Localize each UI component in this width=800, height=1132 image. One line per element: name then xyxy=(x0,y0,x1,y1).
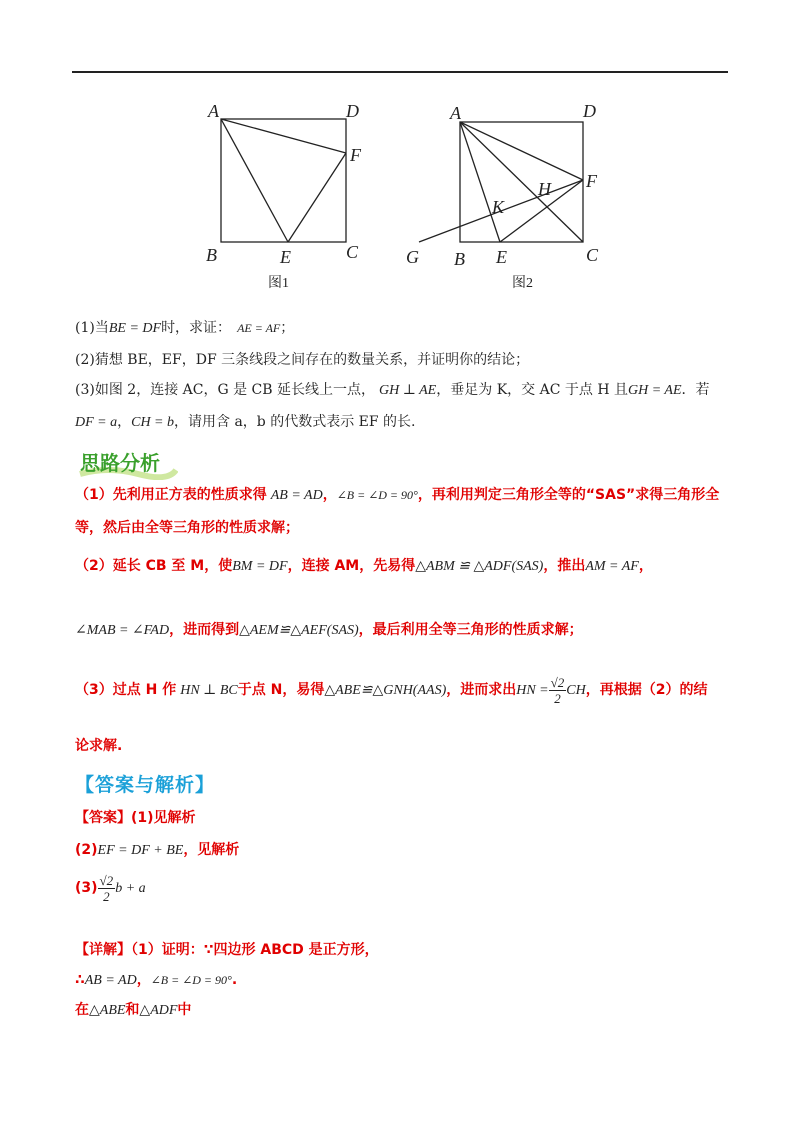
d3-mid: 和 xyxy=(125,1002,140,1018)
p1-pre: (1)当 xyxy=(75,320,109,336)
answer-1: 【答案】(1)见解析 xyxy=(75,810,196,826)
ans3-frac-num: √2 xyxy=(99,872,114,888)
d3-math-2: △ADF xyxy=(139,1003,178,1018)
p3b-sep: ， xyxy=(117,414,132,430)
p3b-math-1: DF = a xyxy=(75,415,118,430)
fig1-label-d: D xyxy=(346,101,359,121)
a2-mid: ，连接 AM，先易得 xyxy=(287,558,416,574)
ans2-pre: (2) xyxy=(75,842,98,858)
analysis-1 xyxy=(75,485,719,506)
ans3-math: b + a xyxy=(115,881,146,896)
p3b-end: ，请用含 a，b 的代数式表示 EF 的长. xyxy=(174,414,416,430)
a3-math-3a: HN = xyxy=(516,683,549,698)
a3-math-3b: CH xyxy=(566,683,586,698)
answer-header: 【答案与解析】 xyxy=(75,774,216,796)
p3-math-1: GH ⊥ AE xyxy=(379,383,437,398)
fig1-label-a: A xyxy=(208,101,219,121)
a3-frac-num: √2 xyxy=(550,674,565,690)
a3-frac-den: 2 xyxy=(554,690,561,706)
figure-1-caption: 图1 xyxy=(268,276,289,291)
fig2-label-e: E xyxy=(496,247,507,267)
fig2-label-g: G xyxy=(406,247,419,267)
a2-math-2: △ABM ≌ △ADF(SAS) xyxy=(415,559,544,574)
ans3-pre: (3) xyxy=(75,880,98,896)
d2-math-2: ∠B = ∠D = 90° xyxy=(150,973,232,987)
d2-sep: ， xyxy=(136,972,151,988)
problem-part-1 xyxy=(75,318,294,339)
d2-math-1: AB = AD xyxy=(84,973,137,988)
answer-3 xyxy=(75,868,146,909)
problem-part-2: (2)猜想 BE，EF，DF 三条线段之间存在的数量关系，并证明你的结论； xyxy=(75,352,530,368)
a3-mid: 于点 N，易得 xyxy=(237,682,325,698)
a3-mid2: ，进而求出 xyxy=(446,682,517,698)
fig2-label-k: K xyxy=(492,197,505,217)
answer-2 xyxy=(75,840,239,861)
p1-math-2: AE = AF xyxy=(237,321,281,335)
p1-math-1: BE = DF xyxy=(108,321,162,336)
a1-pre: （1）先利用正方表的性质求得 xyxy=(75,487,267,503)
fig2-label-f: F xyxy=(586,171,597,191)
a2-mid2: ，推出 xyxy=(543,558,586,574)
fig1-label-c: C xyxy=(346,242,359,262)
p1-end: ； xyxy=(280,320,295,336)
fig1-label-b: B xyxy=(206,245,217,265)
a3-end: ，再根据（2）的结 xyxy=(585,682,708,698)
ans2-end: ，见解析 xyxy=(183,842,240,858)
analysis-2-cont xyxy=(75,620,583,641)
a2-math-3: AM = AF xyxy=(585,559,639,574)
problem-part-3 xyxy=(75,380,710,401)
p3-end: ．若 xyxy=(681,382,710,398)
a2b-end: ，最后利用全等三角形的性质求解； xyxy=(358,622,583,638)
fig2-label-d: D xyxy=(583,101,596,121)
a1-end: ，再利用判定三角形全等的“SAS”求得三角形全 xyxy=(417,487,720,503)
analysis-2 xyxy=(75,556,653,577)
fig2-label-b: B xyxy=(454,249,465,267)
p3b-math-2: CH = b xyxy=(131,415,175,430)
fig2-label-c: C xyxy=(586,245,599,265)
ans3-fraction xyxy=(98,873,116,904)
p3-mid: ，垂足为 K，交 AC 于点 H 且 xyxy=(436,382,628,398)
p1-mid: 时，求证： xyxy=(161,320,232,336)
d3-end: 中 xyxy=(177,1002,192,1018)
fig2-label-a: A xyxy=(450,103,461,123)
a3-math-1: HN ⊥ BC xyxy=(180,683,238,698)
ans2-math: EF = DF + BE xyxy=(97,843,184,858)
detail-2 xyxy=(75,970,237,991)
problem-part-3-cont xyxy=(75,412,416,433)
ans3-frac-den: 2 xyxy=(103,888,110,904)
d3-pre: 在 xyxy=(75,1002,89,1018)
a3-pre: （3）过点 H 作 xyxy=(75,682,177,698)
fig1-label-e: E xyxy=(280,247,291,265)
a3-math-2: △ABE≌△GNH(AAS) xyxy=(324,683,447,698)
figure-2 xyxy=(400,95,615,271)
a2b-math-2: △AEM≌△AEF(SAS) xyxy=(239,623,359,638)
a1-math-2: ∠B = ∠D = 90° xyxy=(336,488,418,502)
a2b-math-1: ∠MAB = ∠FAD xyxy=(75,623,170,638)
header-rule xyxy=(72,71,728,73)
analysis-3 xyxy=(75,672,707,709)
p3-math-2: GH = AE xyxy=(628,383,682,398)
d2-end: . xyxy=(231,972,238,988)
detail-1: 【详解】（1）证明：∵四边形 ABCD 是正方形， xyxy=(75,942,379,958)
figure-2-caption: 图2 xyxy=(512,276,533,291)
a1-sep: ， xyxy=(322,487,337,503)
a2b-mid: ，进而得到 xyxy=(169,622,240,638)
analysis-3-cont: 论求解. xyxy=(75,738,123,754)
a3-fraction xyxy=(549,675,567,706)
figure-1 xyxy=(200,95,370,269)
a1-math-1: AB = AD xyxy=(270,488,323,503)
a2-pre: （2）延长 CB 至 M，使 xyxy=(75,558,233,574)
fig2-label-h: H xyxy=(538,179,551,199)
d3-math-1: △ABE xyxy=(89,1003,126,1018)
analysis-logo xyxy=(78,448,178,484)
a2-math-1: BM = DF xyxy=(232,559,288,574)
a2-end: ， xyxy=(638,558,653,574)
fig1-label-f: F xyxy=(350,145,361,165)
logo-text: 思路分析 xyxy=(80,451,160,475)
analysis-1-cont: 等，然后由全等三角形的性质求解； xyxy=(75,520,299,536)
p3-pre: (3)如图 2，连接 AC，G 是 CB 延长线上一点， xyxy=(75,382,375,398)
detail-3 xyxy=(75,1000,191,1021)
d2-pre: ∴ xyxy=(75,972,85,988)
